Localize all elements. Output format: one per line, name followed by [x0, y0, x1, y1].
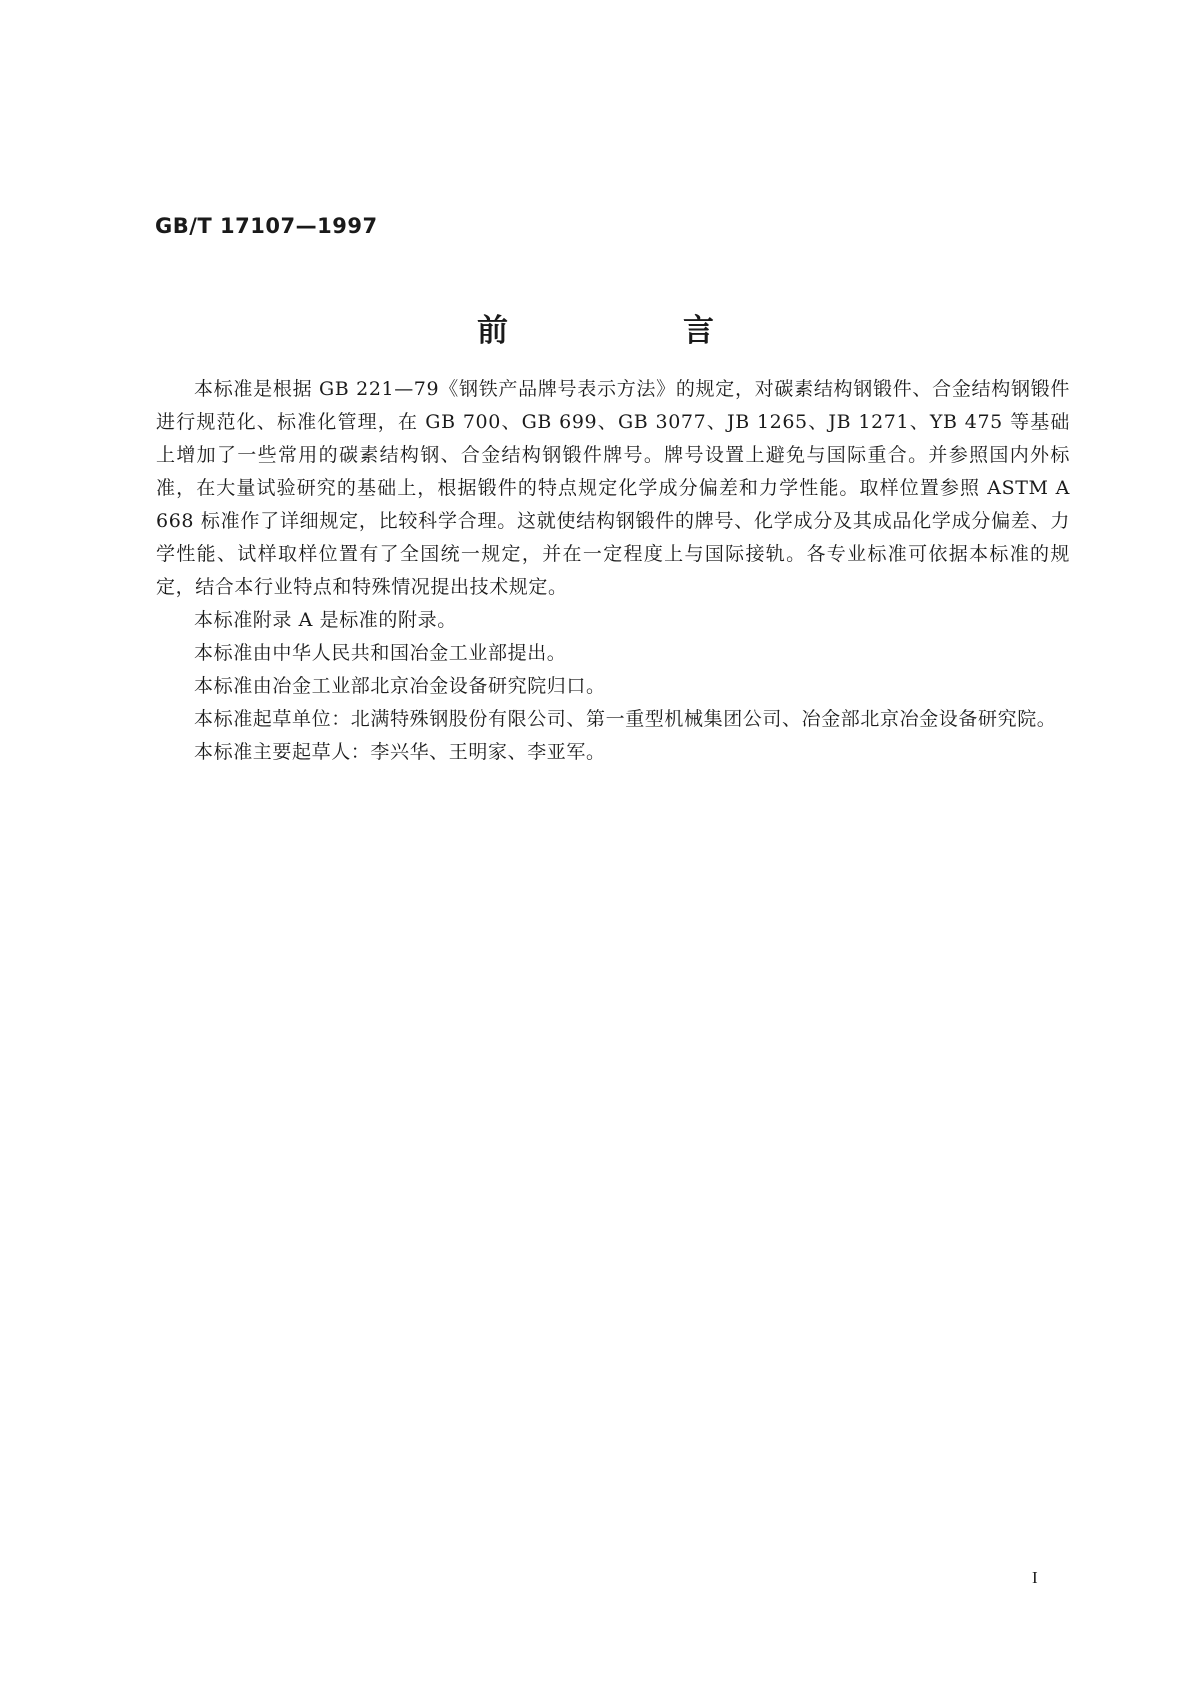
standard-code: GB/T 17107—1997 — [155, 214, 378, 238]
paragraph-overview: 本标准是根据 GB 221—79《钢铁产品牌号表示方法》的规定，对碳素结构钢锻件、合金结构钢锻件进行规范化、标准化管理，在 GB 700、GB 699、GB 3077、JB 1265、JB 1271、YB 475 等基础上增加了一些常用的碳素结构钢、合金结构钢锻件牌号。牌号设置上避免与国际重合。并参照国内外标准，在大量试验研究的基础上，根据锻件的特点规定化学成分偏差和力学性能。取样位置参照 ASTM A 668 标准作了详细规定，比较科学合理。这就使结构钢锻件的牌号、化学成分及其成品化学成分偏差、力学性能、试样取样位置有了全国统一规定，并在一定程度上与国际接轨。各专业标准可依据本标准的规定，结合本行业特点和特殊情况提出技术规定。 — [156, 378, 1070, 598]
paragraph-administered-by: 本标准由冶金工业部北京冶金设备研究院归口。 — [194, 675, 606, 697]
paragraph-appendix-note: 本标准附录 A 是标准的附录。 — [194, 609, 457, 631]
paragraph-drafting-units: 本标准起草单位：北满特殊钢股份有限公司、第一重型机械集团公司、冶金部北京冶金设备研究院。 — [194, 708, 1057, 730]
page-title: 前 言 — [477, 313, 786, 349]
paragraph-proposed-by: 本标准由中华人民共和国冶金工业部提出。 — [194, 642, 567, 664]
paragraph-main-drafters: 本标准主要起草人：李兴华、王明家、李亚军。 — [194, 741, 606, 763]
page-number: I — [1032, 1568, 1038, 1587]
foreword-body — [156, 373, 1070, 769]
